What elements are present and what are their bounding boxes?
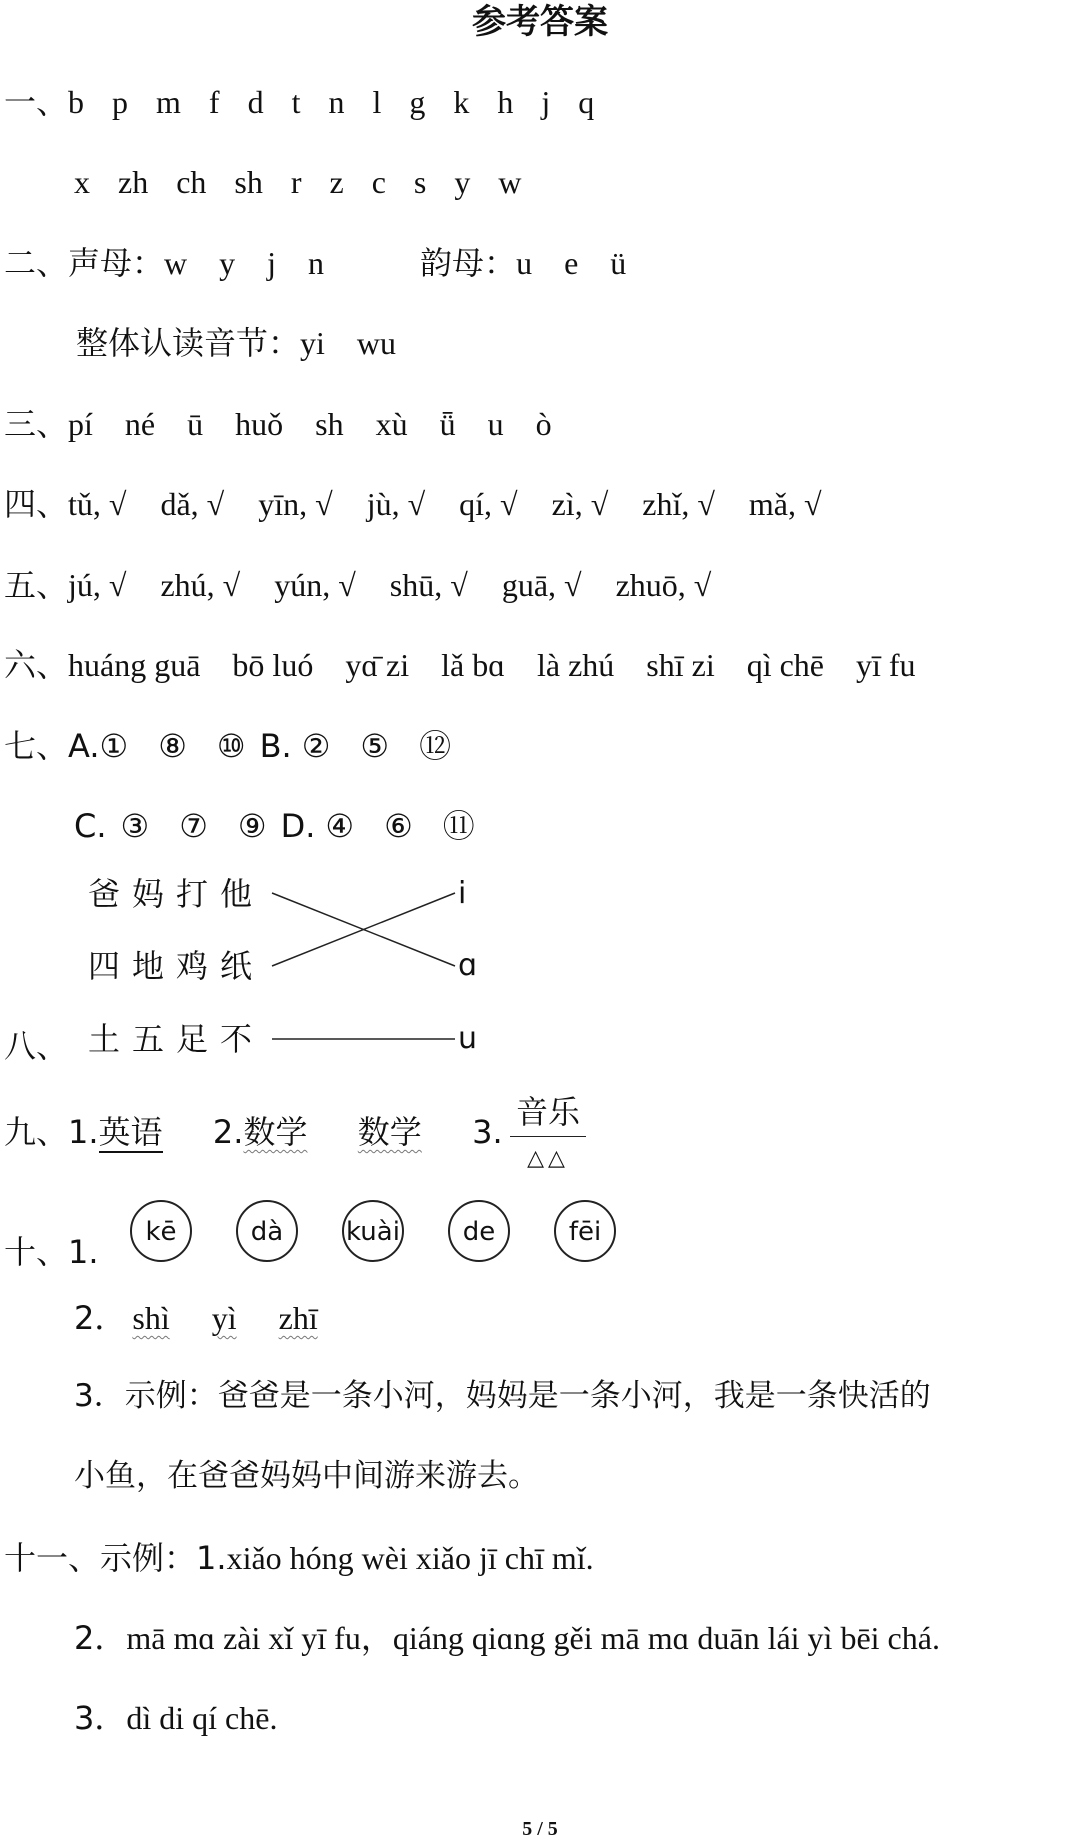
q9-n1: 1. <box>68 1113 99 1151</box>
q5-item-1: jú, √ <box>68 567 127 603</box>
q10-row1 <box>4 1232 99 1272</box>
q5-label: 五、 <box>4 566 69 604</box>
q3-item-6: xù <box>375 406 408 442</box>
q6-item-3: yɑ̄ zi <box>345 647 410 683</box>
q8-row-2: 四地鸡纸 <box>88 947 265 985</box>
q9-row <box>4 1112 503 1152</box>
q6-item-1: huáng guā <box>68 647 201 683</box>
q6-item-5: là zhú <box>536 647 615 683</box>
q7-d-item-1: ④ <box>325 807 355 845</box>
q10-label: 十、 <box>4 1233 69 1271</box>
q9-n3: 3. <box>472 1113 503 1151</box>
q3-item-3: ū <box>187 406 204 442</box>
q6-label: 六、 <box>4 646 69 684</box>
q10-a2-2: yì <box>211 1300 237 1336</box>
q1-letter-1: b <box>68 84 85 120</box>
q11-row1 <box>4 1538 594 1578</box>
q9-label: 九、 <box>4 1113 69 1151</box>
q7-a-item-2: ⑧ <box>158 727 187 765</box>
q6-item-6: shī zi <box>646 647 715 683</box>
q6-item-8: yī fu <box>856 647 916 683</box>
q7-c-item-1: ③ <box>120 807 150 845</box>
q9-answer-3: 音乐 <box>515 1093 580 1131</box>
q4-item-8: mǎ, √ <box>748 486 822 522</box>
q7-a-label: A. <box>68 727 100 765</box>
q1-letter-6: t <box>291 84 301 120</box>
q10-row2 <box>74 1298 318 1338</box>
q10-a3-line1: 示例：爸爸是一条小河，妈妈是一条小河，我是一条快活的 <box>124 1378 931 1414</box>
q11-a2: mā mɑ zài xǐ yī fu，qiáng qiɑng gěi mā mɑ duān lái yì bēi chá. <box>126 1620 940 1656</box>
q1-letter-13: q <box>578 84 595 120</box>
q4-item-3: yīn, √ <box>258 486 333 522</box>
circle-da: dà <box>236 1200 298 1262</box>
q3-item-2: né <box>124 406 156 442</box>
q7-c-item-2: ⑦ <box>179 807 208 845</box>
q8-label: 八、 <box>4 1027 69 1065</box>
q10-row4 <box>74 1456 539 1496</box>
q5-item-5: guā, √ <box>501 567 582 603</box>
q7-label: 七、 <box>4 727 69 765</box>
q10-a3-line2: 小鱼，在爸爸妈妈中间游来游去。 <box>74 1458 539 1494</box>
circle-fei: fēi <box>554 1200 616 1262</box>
q1-letter-7: n <box>328 84 345 120</box>
q8-letter-i: i <box>458 876 467 911</box>
q6-item-4: lǎ bɑ <box>441 647 505 683</box>
q1-letter2-7: c <box>371 164 386 200</box>
q7-d-item-3: ⑪ <box>442 807 475 845</box>
q9-answer-2a: 数学 <box>243 1113 308 1151</box>
q7-d-label: D. <box>280 807 316 845</box>
q7-c-label: C. <box>74 807 107 845</box>
q11-row2 <box>74 1618 940 1658</box>
q1-letter-10: k <box>453 84 470 120</box>
q7-a-item-3: ⑩ <box>216 727 246 765</box>
q7-b-item-3: ⑫ <box>419 727 452 765</box>
q8-row-3: 土五足不 <box>88 1020 265 1058</box>
q8-row-1: 爸妈打他 <box>88 875 265 913</box>
circle-ke: kē <box>130 1200 192 1262</box>
q10-row3 <box>74 1376 931 1416</box>
q3-item-9: ò <box>535 406 552 442</box>
q1-letter-11: h <box>497 84 514 120</box>
q1-letter2-6: z <box>329 164 344 200</box>
q11-row3 <box>74 1698 277 1738</box>
q2-initials: w y j n <box>164 245 325 281</box>
q1-letter2-1: x <box>74 164 90 200</box>
q3-item-4: huǒ <box>235 406 284 442</box>
q1-letter2-4: sh <box>234 164 263 200</box>
q2-label: 二、 <box>4 244 69 282</box>
q4-item-4: jù, √ <box>366 486 426 522</box>
q5-item-3: yún, √ <box>274 567 356 603</box>
q7-c-item-3: ⑨ <box>237 807 267 845</box>
q1-letter2-9: y <box>454 164 471 200</box>
q2-finals-label: 韵母： <box>420 244 517 282</box>
q11-n3: 3． <box>74 1699 127 1737</box>
q4-item-5: qí, √ <box>459 486 518 522</box>
q4-item-1: tǔ, √ <box>68 486 127 522</box>
q10-n1: 1. <box>68 1233 99 1271</box>
q1-letter-5: d <box>247 84 264 120</box>
q6-item-2: bō luó <box>232 647 314 683</box>
q8-letter-u: u <box>458 1021 478 1056</box>
q4-item-7: zhǐ, √ <box>642 486 715 522</box>
q11-n2: 2． <box>74 1619 127 1657</box>
q10-a2-1: shì <box>132 1300 170 1336</box>
q1-letter-4: f <box>208 84 220 120</box>
q7-d-item-2: ⑥ <box>384 807 413 845</box>
q2-initials-label: 声母： <box>68 244 165 282</box>
q1-letter-2: p <box>112 84 129 120</box>
q9-answer-1: 英语 <box>98 1113 163 1151</box>
q11-label: 十一、 <box>4 1539 101 1577</box>
q7-b-item-2: ⑤ <box>360 727 390 765</box>
q1-letter2-3: ch <box>176 164 207 200</box>
q2-whole: yi wu <box>300 325 397 361</box>
q10-n2: 2． <box>74 1299 127 1337</box>
q8-letter-a: ɑ <box>458 948 478 983</box>
q3-item-1: pí <box>68 406 93 442</box>
q10-a2-3: zhī <box>278 1300 318 1336</box>
q1-letter2-10: w <box>498 164 522 200</box>
q11-n1: 1. <box>196 1539 227 1577</box>
q1-label: 一、 <box>4 83 69 121</box>
q11-a3: dì di qí chē. <box>126 1700 278 1736</box>
q4-item-6: zì, √ <box>551 486 609 522</box>
q7-b-item-1: ② <box>301 727 331 765</box>
q3-item-8: u <box>487 406 504 442</box>
q7-a-item-1: ① <box>99 727 129 765</box>
q4-label: 四、 <box>4 485 69 523</box>
q9-n2: 2. <box>212 1113 244 1151</box>
q11-a1: xiǎo hóng wèi xiǎo jī chī mǐ. <box>226 1540 594 1576</box>
q1-letter-3: m <box>156 84 181 120</box>
q1-letter2-2: zh <box>118 164 149 200</box>
q5-item-2: zhú, √ <box>160 567 241 603</box>
q3-item-7: ǖ <box>439 406 456 442</box>
q1-letter2-8: s <box>413 164 427 200</box>
q5-item-4: shū, √ <box>389 567 468 603</box>
page-title: 参考答案 <box>472 2 608 42</box>
q9-answer-2b: 数学 <box>357 1113 422 1151</box>
q2-finals: u e ü <box>516 245 627 281</box>
q9-divider <box>510 1136 586 1137</box>
q7-b-label: B. <box>259 727 292 765</box>
q6-item-7: qì chē <box>746 647 824 683</box>
q2-whole-label: 整体认读音节： <box>76 324 301 362</box>
circle-de: de <box>448 1200 510 1262</box>
q3-label: 三、 <box>4 405 69 443</box>
q1-letter-12: j <box>541 84 551 120</box>
q4-item-2: dǎ, √ <box>160 486 225 522</box>
q3-item-5: sh <box>315 406 344 442</box>
q9-marks: △△ <box>527 1146 569 1171</box>
q5-item-6: zhuō, √ <box>615 567 712 603</box>
q11-prefix: 示例： <box>100 1539 197 1577</box>
circle-kuai: kuài <box>342 1200 404 1262</box>
q1-letter2-5: r <box>290 164 302 200</box>
q1-letter-9: g <box>409 84 426 120</box>
page-footer: 5 / 5 <box>522 1818 558 1840</box>
q10-n3: 3． <box>74 1378 125 1414</box>
q1-letter-8: l <box>372 84 382 120</box>
